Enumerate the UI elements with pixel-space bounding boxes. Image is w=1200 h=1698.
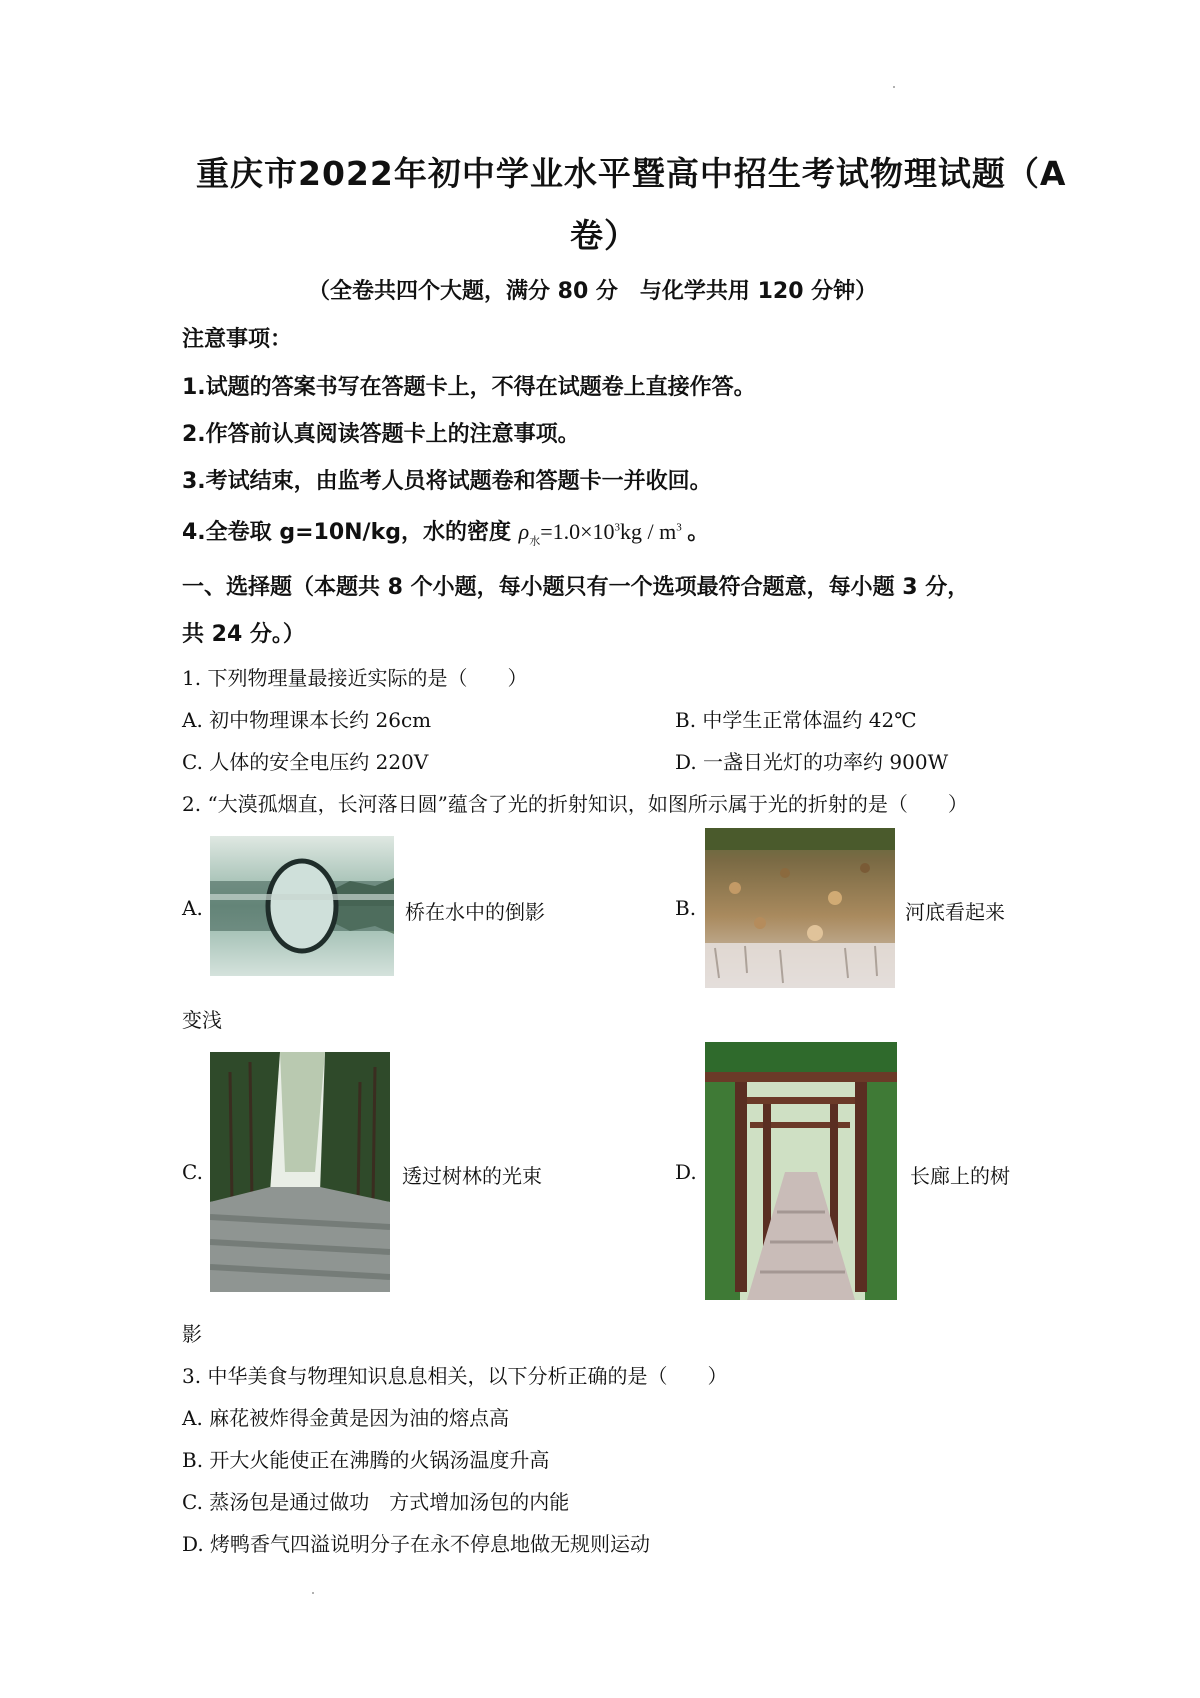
scan-speck: [893, 86, 895, 88]
exam-subtitle: （全卷共四个大题，满分 80 分 与化学共用 120 分钟）: [308, 279, 878, 304]
question-3-option-d: D. 烤鸭香气四溢说明分子在永不停息地做无规则运动: [182, 1532, 651, 1556]
page-title-line2: 卷）: [570, 216, 638, 255]
note-item-4-end: 。: [687, 520, 710, 545]
section-heading-line2: 共 24 分。）: [182, 622, 305, 647]
scan-speck: [312, 1592, 314, 1594]
note-item-1: 1.试题的答案书写在答题卡上，不得在试题卷上直接作答。: [182, 375, 756, 400]
question-1-option-c: C. 人体的安全电压约 220V: [182, 750, 429, 774]
note-item-3: 3.考试结束，由监考人员将试题卷和答题卡一并收回。: [182, 469, 712, 494]
question-2-option-c-letter: C.: [182, 1160, 203, 1184]
bridge-reflection-image: [210, 836, 394, 976]
question-2-stem: 2. “大漠孤烟直，长河落日圆”蕴含了光的折射知识，如图所示属于光的折射的是（ ）: [182, 792, 968, 816]
question-2-option-a-letter: A.: [182, 896, 203, 920]
water-density-formula: $\rho_水=1.0\times 10^3kg / m^3$: [518, 519, 682, 548]
forest-light-beams-image: [210, 1052, 390, 1292]
section-heading-line1: 一、选择题（本题共 8 个小题，每小题只有一个选项最符合题意，每小题 3 分，: [182, 575, 970, 600]
question-2-option-d-letter: D.: [675, 1160, 697, 1184]
question-3-option-b: B. 开大火能使正在沸腾的火锅汤温度升高: [182, 1448, 550, 1472]
question-2-option-b-letter: B.: [675, 896, 697, 920]
question-2-option-a-text: 桥在水中的倒影: [405, 900, 545, 924]
question-1-option-a: A. 初中物理课本长约 26cm: [182, 708, 432, 732]
page-title-line1: 重庆市2022年初中学业水平暨高中招生考试物理试题（A: [196, 154, 1067, 193]
question-2-option-c-text: 透过树林的光束: [402, 1164, 542, 1188]
notes-heading: 注意事项：: [182, 327, 293, 352]
question-2-option-d-continued: 影: [182, 1322, 202, 1346]
question-3-option-a: A. 麻花被炸得金黄是因为油的熔点高: [182, 1406, 510, 1430]
question-1-stem: 1. 下列物理量最接近实际的是（ ）: [182, 666, 528, 690]
question-3-option-c: C. 蒸汤包是通过做功 方式增加汤包的内能: [182, 1490, 570, 1514]
riverbed-image: [705, 828, 895, 988]
question-2-option-b-continued: 变浅: [182, 1008, 222, 1032]
question-1-option-d: D. 一盏日光灯的功率约 900W: [675, 750, 949, 774]
question-1-option-b: B. 中学生正常体温约 42℃: [675, 708, 917, 732]
note-item-4-text: 4.全卷取 g=10N/kg，水的密度: [182, 520, 511, 545]
note-item-4: [182, 515, 709, 548]
note-item-2: 2.作答前认真阅读答题卡上的注意事项。: [182, 422, 580, 447]
corridor-tree-shadow-image: [705, 1042, 897, 1300]
question-3-stem: 3. 中华美食与物理知识息息相关，以下分析正确的是（ ）: [182, 1364, 728, 1388]
question-2-option-d-text: 长廊上的树: [910, 1164, 1010, 1188]
question-2-option-b-text: 河底看起来: [905, 900, 1005, 924]
